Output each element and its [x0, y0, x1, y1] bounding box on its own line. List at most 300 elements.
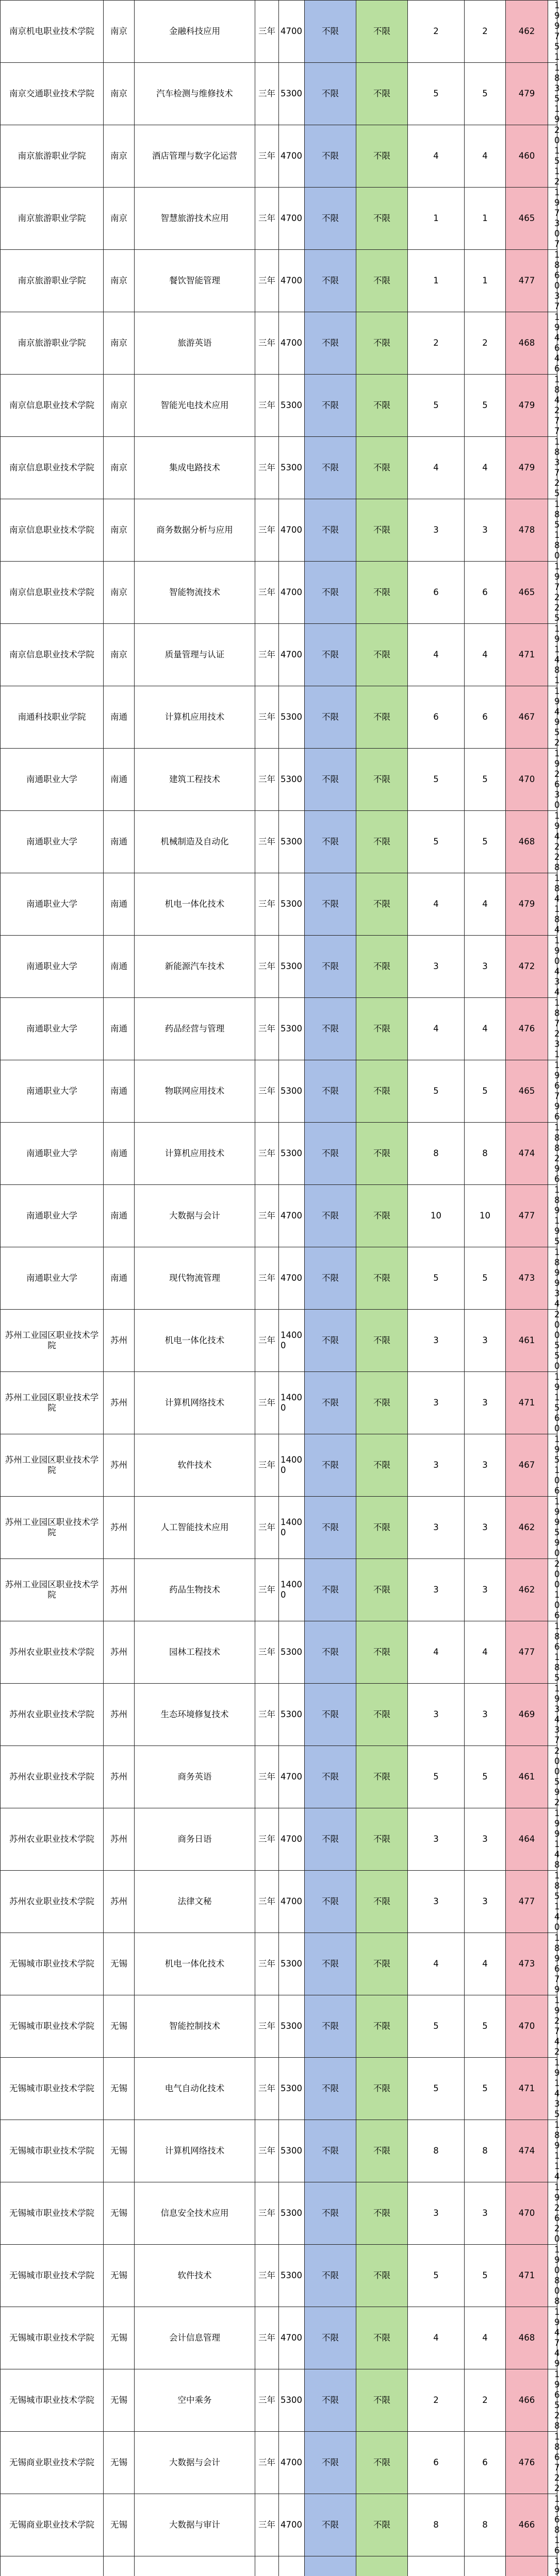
major-cell: 机电一体化技术: [135, 1310, 255, 1372]
admit-count-cell: 4: [465, 125, 506, 188]
tuition-cell: 4700: [279, 2494, 305, 2556]
admit-count-cell: 4: [465, 437, 506, 499]
other-req-cell: 不限: [356, 250, 408, 312]
plan-count-cell: 8: [408, 2494, 465, 2556]
duration-cell: 三年: [255, 1434, 279, 1497]
school-cell: 南通职业大学: [1, 1060, 104, 1123]
min-score-cell: 462: [506, 1497, 548, 1559]
school-cell: 无锡城市职业技术学院: [1, 2369, 104, 2432]
admit-count-cell: 4: [465, 873, 506, 936]
major-cell: 空中乘务: [135, 2369, 255, 2432]
min-score-cell: 461: [506, 1746, 548, 1808]
plan-count-cell: 5: [408, 1247, 465, 1310]
min-score-cell: 464: [506, 1808, 548, 1871]
table-row: [1, 562, 557, 624]
tuition-cell: 5300: [279, 1684, 305, 1746]
min-score-cell: 479: [506, 375, 548, 437]
other-req-cell: 不限: [356, 2120, 408, 2182]
school-cell: 无锡商业职业技术学院: [1, 2432, 104, 2494]
major-cell: 人工智能技术应用: [135, 1497, 255, 1559]
min-rank-cell: 192742: [548, 1995, 557, 2058]
min-score-cell: 473: [506, 1933, 548, 1995]
admit-count-cell: 6: [465, 562, 506, 624]
min-score-cell: 474: [506, 2120, 548, 2182]
table-row: [1, 250, 557, 312]
other-req-cell: 不限: [356, 1434, 408, 1497]
city-cell: 南京: [104, 562, 135, 624]
city-cell: 苏州: [104, 1808, 135, 1871]
duration-cell: 三年: [255, 811, 279, 873]
min-rank-cell: 183725: [548, 437, 557, 499]
admit-count-cell: 5: [465, 63, 506, 125]
tuition-cell: 4700: [279, 499, 305, 562]
city-cell: 南通: [104, 1123, 135, 1185]
duration-cell: 三年: [255, 2058, 279, 2120]
plan-count-cell: 6: [408, 562, 465, 624]
city-cell: 南京: [104, 188, 135, 250]
tuition-cell: 4700: [279, 624, 305, 686]
min-score-cell: 460: [506, 125, 548, 188]
table-row: [1, 1621, 557, 1684]
min-rank-cell: 187231: [548, 998, 557, 1060]
city-cell: 苏州: [104, 1621, 135, 1684]
plan-count-cell: 3: [408, 1497, 465, 1559]
plan-count-cell: 2: [408, 312, 465, 375]
table-row: [1, 2307, 557, 2369]
other-req-cell: 不限: [356, 1310, 408, 1372]
city-cell: 南京: [104, 125, 135, 188]
subject-req-cell: 不限: [305, 1434, 356, 1497]
major-cell: 软件技术: [135, 2245, 255, 2307]
other-req-cell: 不限: [356, 1185, 408, 1247]
plan-count-cell: 3: [408, 499, 465, 562]
other-req-cell: 不限: [356, 1808, 408, 1871]
admit-count-cell: 4: [465, 1621, 506, 1684]
min-rank-cell: 197307: [548, 188, 557, 250]
admit-count-cell: 3: [465, 1310, 506, 1372]
plan-count-cell: 3: [408, 936, 465, 998]
min-rank-cell: 199590: [548, 1497, 557, 1559]
duration-cell: 三年: [255, 1684, 279, 1746]
plan-count-cell: 10: [408, 1185, 465, 1247]
plan-count-cell: 2: [408, 2369, 465, 2432]
duration-cell: 三年: [255, 188, 279, 250]
table-row: [1, 1684, 557, 1746]
major-cell: 餐饮智能管理: [135, 250, 255, 312]
min-score-cell: 461: [506, 1310, 548, 1372]
city-cell: 无锡: [104, 2058, 135, 2120]
min-rank-cell: 189679: [548, 1933, 557, 1995]
duration-cell: 三年: [255, 63, 279, 125]
min-score-cell: 471: [506, 1372, 548, 1434]
table-row: [1, 375, 557, 437]
school-cell: 无锡城市职业技术学院: [1, 2058, 104, 2120]
min-score-cell: 471: [506, 624, 548, 686]
subject-req-cell: 不限: [305, 562, 356, 624]
plan-count-cell: 4: [408, 437, 465, 499]
major-cell: 计算机应用技术: [135, 1123, 255, 1185]
school-cell: 无锡商业职业技术学院: [1, 2494, 104, 2556]
admit-count-cell: 8: [465, 1123, 506, 1185]
min-score-cell: 470: [506, 1995, 548, 2058]
major-cell: 旅游英语: [135, 312, 255, 375]
plan-count-cell: 5: [408, 1060, 465, 1123]
city-cell: 无锡: [104, 2120, 135, 2182]
other-req-cell: 不限: [356, 2245, 408, 2307]
other-req-cell: 不限: [356, 1, 408, 63]
min-rank-cell: 199148: [548, 1808, 557, 1871]
admit-count-cell: 5: [465, 1746, 506, 1808]
min-rank-cell: 194228: [548, 811, 557, 873]
major-cell: 信息安全技术应用: [135, 2182, 255, 2245]
subject-req-cell: 不限: [305, 2182, 356, 2245]
admit-count-cell: 1: [465, 188, 506, 250]
min-rank-cell: 189195: [548, 1185, 557, 1247]
school-cell: 南通职业大学: [1, 749, 104, 811]
city-cell: 无锡: [104, 2307, 135, 2369]
table-row: [1, 1434, 557, 1497]
plan-count-cell: 4: [408, 1621, 465, 1684]
major-cell: 大数据与会计: [135, 1185, 255, 1247]
school-cell: 无锡城市职业技术学院: [1, 2245, 104, 2307]
duration-cell: [255, 2556, 279, 2576]
other-req-cell: 不限: [356, 936, 408, 998]
min-score-cell: 471: [506, 2058, 548, 2120]
duration-cell: 三年: [255, 1497, 279, 1559]
duration-cell: 三年: [255, 873, 279, 936]
school-cell: 南通科技职业学院: [1, 686, 104, 749]
min-rank-cell: 186722: [548, 2432, 557, 2494]
other-req-cell: 不限: [356, 1559, 408, 1621]
major-cell: 电气自动化技术: [135, 2058, 255, 2120]
other-req-cell: 不限: [356, 1247, 408, 1310]
min-rank-cell: 192630: [548, 749, 557, 811]
plan-count-cell: 3: [408, 1871, 465, 1933]
major-cell: 商务数据分析与应用: [135, 499, 255, 562]
min-rank-cell: 195106: [548, 1434, 557, 1497]
table-row: [1, 2369, 557, 2432]
plan-count-cell: 3: [408, 1559, 465, 1621]
school-cell: 南京旅游职业学院: [1, 312, 104, 375]
city-cell: 无锡: [104, 2494, 135, 2556]
school-cell: 苏州工业园区职业技术学院: [1, 1559, 104, 1621]
major-cell: 法律文秘: [135, 1871, 255, 1933]
city-cell: 无锡: [104, 1933, 135, 1995]
tuition-cell: 4700: [279, 1, 305, 63]
admit-count-cell: 3: [465, 1372, 506, 1434]
tuition-cell: 4700: [279, 2432, 305, 2494]
duration-cell: 三年: [255, 437, 279, 499]
min-rank-cell: 19: [548, 2556, 557, 2576]
subject-req-cell: 不限: [305, 1621, 356, 1684]
plan-count-cell: 1: [408, 188, 465, 250]
city-cell: 南京: [104, 312, 135, 375]
subject-req-cell: 不限: [305, 2120, 356, 2182]
plan-count-cell: 4: [408, 998, 465, 1060]
plan-count-cell: 4: [408, 624, 465, 686]
duration-cell: 三年: [255, 2245, 279, 2307]
min-rank-cell: 184277: [548, 375, 557, 437]
tuition-cell: [279, 2556, 305, 2576]
min-score-cell: 462: [506, 1, 548, 63]
tuition-cell: 4700: [279, 1871, 305, 1933]
school-cell: [1, 2556, 104, 2576]
city-cell: 苏州: [104, 1310, 135, 1372]
duration-cell: 三年: [255, 1123, 279, 1185]
major-cell: 质量管理与认证: [135, 624, 255, 686]
subject-req-cell: 不限: [305, 1310, 356, 1372]
admit-count-cell: 5: [465, 1060, 506, 1123]
plan-count-cell: 5: [408, 811, 465, 873]
tuition-cell: 5300: [279, 1621, 305, 1684]
min-rank-cell: 200592: [548, 1746, 557, 1808]
admit-count-cell: 4: [465, 998, 506, 1060]
school-cell: 无锡城市职业技术学院: [1, 1933, 104, 1995]
min-score-cell: 468: [506, 811, 548, 873]
major-cell: 建筑工程技术: [135, 749, 255, 811]
plan-count-cell: 4: [408, 873, 465, 936]
min-rank-cell: 197225: [548, 562, 557, 624]
table-row: [1, 1871, 557, 1933]
school-cell: 无锡城市职业技术学院: [1, 2120, 104, 2182]
duration-cell: 三年: [255, 1559, 279, 1621]
major-cell: 软件技术: [135, 1434, 255, 1497]
tuition-cell: 5300: [279, 998, 305, 1060]
admit-count-cell: 3: [465, 499, 506, 562]
min-score-cell: 471: [506, 2245, 548, 2307]
school-cell: 苏州工业园区职业技术学院: [1, 1372, 104, 1434]
table-row: [1, 749, 557, 811]
min-score-cell: 472: [506, 936, 548, 998]
table-row: [1, 2182, 557, 2245]
plan-count-cell: 3: [408, 1684, 465, 1746]
duration-cell: 三年: [255, 749, 279, 811]
min-score-cell: 468: [506, 312, 548, 375]
table-row: [1, 1559, 557, 1621]
tuition-cell: 4700: [279, 188, 305, 250]
subject-req-cell: 不限: [305, 2432, 356, 2494]
plan-count-cell: 3: [408, 2182, 465, 2245]
city-cell: 南京: [104, 375, 135, 437]
other-req-cell: 不限: [356, 2369, 408, 2432]
duration-cell: 三年: [255, 125, 279, 188]
min-score-cell: 479: [506, 437, 548, 499]
school-cell: 无锡城市职业技术学院: [1, 2182, 104, 2245]
min-rank-cell: 196796: [548, 1060, 557, 1123]
min-rank-cell: 188296: [548, 1123, 557, 1185]
table-row: [1, 437, 557, 499]
admit-count-cell: 4: [465, 2307, 506, 2369]
school-cell: 南京信息职业技术学院: [1, 562, 104, 624]
duration-cell: 三年: [255, 1995, 279, 2058]
duration-cell: 三年: [255, 375, 279, 437]
min-score-cell: 465: [506, 1060, 548, 1123]
tuition-cell: 14000: [279, 1372, 305, 1434]
min-score-cell: 470: [506, 749, 548, 811]
school-cell: 苏州工业园区职业技术学院: [1, 1434, 104, 1497]
subject-req-cell: 不限: [305, 499, 356, 562]
table-row: [1, 873, 557, 936]
table-row: [1, 998, 557, 1060]
city-cell: 无锡: [104, 2245, 135, 2307]
major-cell: 新能源汽车技术: [135, 936, 255, 998]
min-score-cell: 467: [506, 1434, 548, 1497]
min-score-cell: 466: [506, 2494, 548, 2556]
table-row: [1, 1372, 557, 1434]
tuition-cell: 4700: [279, 1185, 305, 1247]
table-row: [1, 63, 557, 125]
major-cell: 会计信息管理: [135, 2307, 255, 2369]
school-cell: 南京旅游职业学院: [1, 188, 104, 250]
duration-cell: 三年: [255, 1372, 279, 1434]
admit-count-cell: 2: [465, 1, 506, 63]
school-cell: 南京信息职业技术学院: [1, 437, 104, 499]
major-cell: 金融科技应用: [135, 1, 255, 63]
major-cell: 生态环境修复技术: [135, 1684, 255, 1746]
min-score-cell: 467: [506, 686, 548, 749]
subject-req-cell: 不限: [305, 686, 356, 749]
other-req-cell: 不限: [356, 1933, 408, 1995]
city-cell: 南通: [104, 1060, 135, 1123]
school-cell: 南通职业大学: [1, 811, 104, 873]
subject-req-cell: 不限: [305, 1808, 356, 1871]
school-cell: 苏州农业职业技术学院: [1, 1621, 104, 1684]
tuition-cell: 5300: [279, 2182, 305, 2245]
subject-req-cell: 不限: [305, 1123, 356, 1185]
subject-req-cell: 不限: [305, 873, 356, 936]
other-req-cell: 不限: [356, 686, 408, 749]
plan-count-cell: 5: [408, 1995, 465, 2058]
subject-req-cell: 不限: [305, 1559, 356, 1621]
subject-req-cell: 不限: [305, 312, 356, 375]
school-cell: 南京旅游职业学院: [1, 125, 104, 188]
school-cell: 苏州工业园区职业技术学院: [1, 1497, 104, 1559]
tuition-cell: 5300: [279, 437, 305, 499]
duration-cell: 三年: [255, 686, 279, 749]
plan-count-cell: 3: [408, 1310, 465, 1372]
city-cell: 苏州: [104, 1559, 135, 1621]
school-cell: 苏州农业职业技术学院: [1, 1684, 104, 1746]
min-rank-cell: 190808: [548, 2245, 557, 2307]
table-body: [1, 1, 557, 2576]
plan-count-cell: 5: [408, 375, 465, 437]
plan-count-cell: 5: [408, 63, 465, 125]
other-req-cell: 不限: [356, 1746, 408, 1808]
subject-req-cell: 不限: [305, 1497, 356, 1559]
min-rank-cell: 200106: [548, 1559, 557, 1621]
tuition-cell: 4700: [279, 250, 305, 312]
plan-count-cell: 3: [408, 1372, 465, 1434]
duration-cell: 三年: [255, 1871, 279, 1933]
duration-cell: 三年: [255, 1746, 279, 1808]
tuition-cell: 4700: [279, 562, 305, 624]
tuition-cell: 5300: [279, 686, 305, 749]
table-row: [1, 1808, 557, 1871]
admit-count-cell: 3: [465, 1684, 506, 1746]
table-row: [1, 2556, 557, 2576]
min-rank-cell: 190434: [548, 936, 557, 998]
subject-req-cell: 不限: [305, 2494, 356, 2556]
admit-count-cell: 5: [465, 375, 506, 437]
min-score-cell: 479: [506, 63, 548, 125]
school-cell: 苏州工业园区职业技术学院: [1, 1310, 104, 1372]
city-cell: 南京: [104, 1, 135, 63]
admit-count-cell: 5: [465, 2245, 506, 2307]
subject-req-cell: 不限: [305, 63, 356, 125]
min-score-cell: 470: [506, 2182, 548, 2245]
city-cell: 南通: [104, 936, 135, 998]
min-score-cell: 476: [506, 998, 548, 1060]
admit-count-cell: 10: [465, 1185, 506, 1247]
duration-cell: 三年: [255, 624, 279, 686]
other-req-cell: 不限: [356, 437, 408, 499]
other-req-cell: 不限: [356, 811, 408, 873]
admit-count-cell: 5: [465, 749, 506, 811]
min-rank-cell: 194646: [548, 312, 557, 375]
city-cell: 苏州: [104, 1497, 135, 1559]
tuition-cell: 14000: [279, 1310, 305, 1372]
tuition-cell: 5300: [279, 375, 305, 437]
other-req-cell: 不限: [356, 1621, 408, 1684]
duration-cell: 三年: [255, 2494, 279, 2556]
table-row: [1, 312, 557, 375]
subject-req-cell: 不限: [305, 250, 356, 312]
school-cell: 南通职业大学: [1, 873, 104, 936]
city-cell: 南通: [104, 1247, 135, 1310]
city-cell: 苏州: [104, 1684, 135, 1746]
duration-cell: 三年: [255, 1310, 279, 1372]
major-cell: 计算机网络技术: [135, 2120, 255, 2182]
table-row: [1, 1060, 557, 1123]
city-cell: 无锡: [104, 2182, 135, 2245]
other-req-cell: 不限: [356, 1123, 408, 1185]
min-rank-cell: 196816: [548, 2494, 557, 2556]
duration-cell: 三年: [255, 1933, 279, 1995]
min-score-cell: 465: [506, 562, 548, 624]
city-cell: 南京: [104, 437, 135, 499]
duration-cell: 三年: [255, 312, 279, 375]
major-cell: 智能控制技术: [135, 1995, 255, 2058]
duration-cell: 三年: [255, 1247, 279, 1310]
plan-count-cell: 5: [408, 2058, 465, 2120]
duration-cell: 三年: [255, 2307, 279, 2369]
subject-req-cell: 不限: [305, 1933, 356, 1995]
other-req-cell: 不限: [356, 312, 408, 375]
min-score-cell: 478: [506, 499, 548, 562]
plan-count-cell: [408, 2556, 465, 2576]
admit-count-cell: 3: [465, 936, 506, 998]
table-row: [1, 1310, 557, 1372]
admit-count-cell: 8: [465, 2120, 506, 2182]
min-rank-cell: 186185: [548, 1621, 557, 1684]
major-cell: 计算机网络技术: [135, 1372, 255, 1434]
subject-req-cell: 不限: [305, 1185, 356, 1247]
other-req-cell: 不限: [356, 188, 408, 250]
subject-req-cell: [305, 2556, 356, 2576]
duration-cell: 三年: [255, 1, 279, 63]
min-score-cell: 476: [506, 2432, 548, 2494]
major-cell: 商务英语: [135, 1746, 255, 1808]
tuition-cell: 5300: [279, 1933, 305, 1995]
tuition-cell: 5300: [279, 1060, 305, 1123]
major-cell: 智能光电技术应用: [135, 375, 255, 437]
admit-count-cell: 5: [465, 1995, 506, 2058]
duration-cell: 三年: [255, 998, 279, 1060]
subject-req-cell: 不限: [305, 624, 356, 686]
school-cell: 苏州农业职业技术学院: [1, 1871, 104, 1933]
min-score-cell: 474: [506, 1123, 548, 1185]
admit-count-cell: 3: [465, 1559, 506, 1621]
